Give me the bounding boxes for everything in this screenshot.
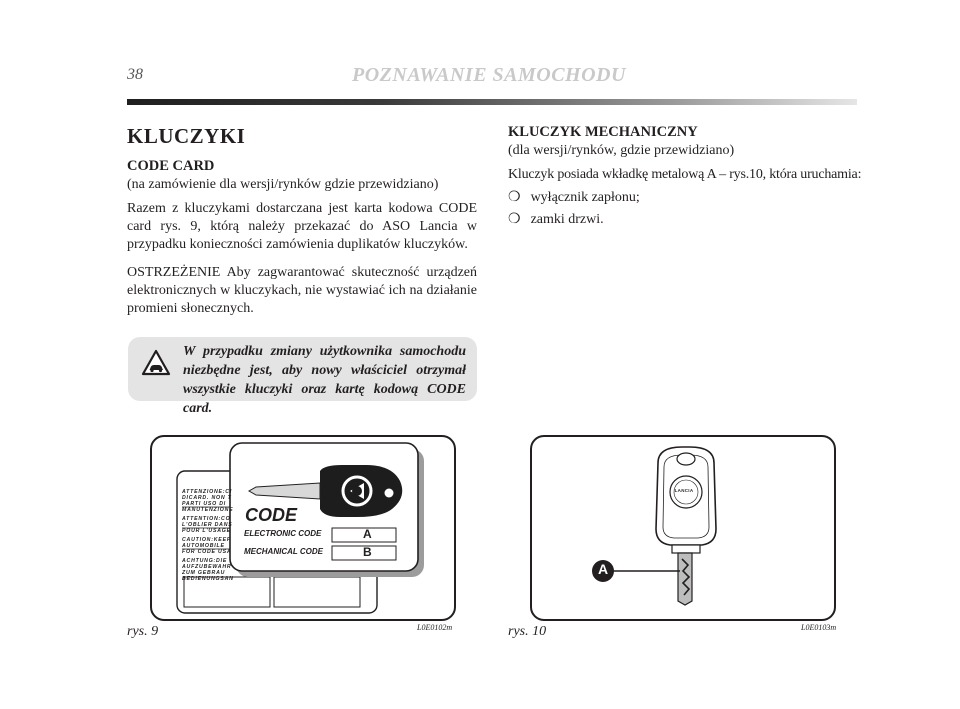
bullet-item (508, 189, 640, 207)
header-rule (127, 99, 857, 105)
card-back-line: AUTOMOBILE (182, 543, 225, 549)
warning-text: W przypadku zmiany użytkownika samochodu niezbędne jest, aby nowy właściciel otrzymał wszystkie kluczyki oraz kartę kodową CODE card. (183, 344, 466, 416)
card-back-line: DICARD. NON T (182, 495, 232, 501)
card-back-line: ATTENTION:CO (182, 516, 231, 522)
card-back-line: PARTI USO DI (182, 501, 226, 507)
code-card-note: (na zamówienie dla wersji/rynków gdzie przewidziano) (127, 177, 439, 192)
bullet-item (508, 211, 604, 229)
card-back-line: CAUTION:KEEP (182, 537, 232, 543)
card-back-line: BEDIENUNGSAN (182, 576, 234, 582)
bullet-text: zamki drzwi. (530, 212, 604, 227)
mechanical-key-heading: KLUCZYK MECHANICZNY (508, 124, 698, 140)
card-back-line: ATTENZIONE:CI (182, 489, 233, 495)
section-title: KLUCZYKI (127, 124, 246, 148)
bullet-ring-icon: ❍ (508, 212, 521, 227)
lancia-badge-text: LANCIA (674, 488, 694, 493)
card-back-line: ACHTUNG:DIE (182, 558, 228, 564)
code-card-heading: CODE CARD (127, 158, 215, 174)
key-label-a: A (597, 561, 609, 577)
bullet-text: wyłącznik zapłonu; (530, 190, 640, 205)
card-row-value: B (363, 545, 372, 559)
card-title: CODE (245, 505, 298, 525)
bullet-ring-icon: ❍ (508, 190, 521, 205)
card-back-line: MANUTENZIONE (182, 507, 234, 513)
figure-10-code: L0E0103m (801, 623, 837, 632)
paragraph-warning-sun: OSTRZEŻENIE Aby zagwarantować skuteczność urządzeń elektronicznych w kluczykach, nie wystawiać ich na działanie promieni słonecznych. (127, 265, 477, 316)
card-row-label: ELECTRONIC CODE (244, 529, 322, 538)
mechanical-key-intro: Kluczyk posiada wkładkę metalową A – rys.10, która uruchamia: (508, 167, 862, 182)
card-back-line: POUR L'USAGE (182, 528, 231, 534)
paragraph-code-card: Razem z kluczykami dostarczana jest karta kodowa CODE card rys. 9, którą należy przekazać do ASO Lancia w przypadku konieczności zamówienia duplikatów kluczyków. (127, 201, 477, 252)
warning-triangle-icon (141, 349, 171, 376)
page-number: 38 (127, 66, 143, 83)
running-header: POZNAWANIE SAMOCHODU (352, 64, 626, 86)
card-back-line: ZUM GEBRAU (182, 570, 226, 576)
mechanical-key-subheading: (dla wersji/rynków, gdzie przewidziano) (508, 143, 735, 158)
card-row-label: MECHANICAL CODE (244, 547, 323, 556)
figure-9-code: L0E0102m (417, 623, 453, 632)
card-back-line: AUFZUBEWAHR (182, 564, 232, 570)
mechanical-key-illustration (532, 437, 834, 619)
card-back-line: FOR CODE USA (182, 549, 232, 555)
figure-9-caption: rys. 9 (127, 624, 159, 639)
card-row-value: A (363, 527, 372, 541)
card-back-text (182, 489, 236, 582)
card-back-line: L'OBLIER DANS (182, 522, 233, 528)
figure-10-caption: rys. 10 (508, 624, 547, 639)
